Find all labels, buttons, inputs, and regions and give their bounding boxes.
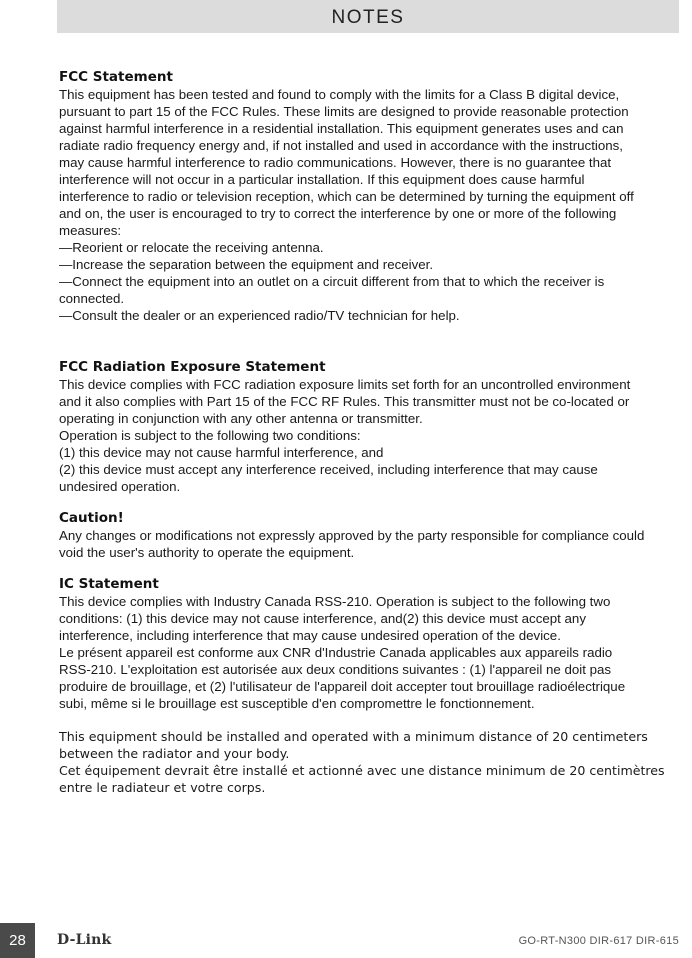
page-number: 28	[0, 923, 35, 958]
radiation-line: (2) this device must accept any interference received, including interference that may cause	[59, 462, 598, 477]
fcc-line: and on, the user is encouraged to try to correct the interference by one or more of the following	[59, 206, 617, 221]
distance-line: Cet équipement devrait être installé et actionné avec une distance minimum de 20 centimètres	[59, 763, 665, 778]
ic-line: conditions: (1) this device may not cause interference, and(2) this device must accept any	[59, 611, 586, 626]
fcc-measure: connected.	[59, 291, 125, 306]
fcc-line: radiate radio frequency energy and, if not installed and used in accordance with the instructions,	[59, 138, 623, 153]
radiation-exposure-section	[59, 358, 681, 495]
page-title: NOTES	[331, 6, 405, 28]
fcc-measure: —Connect the equipment into an outlet on a circuit different from that to which the receiver is	[59, 274, 605, 289]
radiation-line: and it also complies with Part 15 of the FCC RF Rules. This transmitter must not be co-located or	[59, 394, 630, 409]
model-numbers: GO-RT-N300 DIR-617 DIR-615	[518, 935, 679, 947]
distance-line: between the radiator and your body.	[59, 746, 290, 761]
fcc-line: against harmful interference in a residential installation. This equipment generates uses and can	[59, 121, 624, 136]
distance-line: entre le radiateur et votre corps.	[59, 780, 266, 795]
ic-line: This device complies with Industry Canada RSS-210. Operation is subject to the following two	[59, 594, 611, 609]
radiation-line: undesired operation.	[59, 479, 181, 494]
fcc-measure: —Consult the dealer or an experienced radio/TV technician for help.	[59, 308, 460, 323]
ic-line: produire de brouillage, et (2) l'utilisateur de l'appareil doit accepter tout brouillage radioélectrique	[59, 679, 626, 694]
header-bar	[57, 0, 679, 33]
fcc-line: may cause harmful interference to radio communications. However, there is no guarantee that	[59, 155, 612, 170]
fcc-line: measures:	[59, 223, 122, 238]
caution-line: Any changes or modifications not expressly approved by the party responsible for compliance could	[59, 528, 645, 543]
distance-line: This equipment should be installed and operated with a minimum distance of 20 centimeters	[59, 729, 648, 744]
fcc-measure: —Reorient or relocate the receiving antenna.	[59, 240, 324, 255]
fcc-statement-heading: FCC Statement	[59, 69, 173, 85]
radiation-line: This device complies with FCC radiation exposure limits set forth for an uncontrolled environment	[59, 377, 631, 392]
dlink-logo: D-Link	[57, 932, 112, 948]
caution-heading: Caution!	[59, 510, 124, 526]
caution-line: void the user's authority to operate the equipment.	[59, 545, 355, 560]
radiation-exposure-heading: FCC Radiation Exposure Statement	[59, 359, 326, 375]
ic-statement-heading: IC Statement	[59, 576, 159, 592]
radiation-line: (1) this device may not cause harmful interference, and	[59, 445, 384, 460]
fcc-line: interference will not occur in a particular installation. If this equipment does cause harmful	[59, 172, 585, 187]
ic-line: subi, même si le brouillage est susceptible d'en compromettre le fonctionnement.	[59, 696, 535, 711]
notes-content	[59, 68, 681, 796]
distance-statement-section	[59, 728, 681, 796]
ic-line: interference, including interference that may cause undesired operation of the device.	[59, 628, 561, 643]
ic-line: RSS-210. L'exploitation est autorisée aux deux conditions suivantes : (1) l'appareil ne doit pas	[59, 662, 612, 677]
fcc-measure: —Increase the separation between the equipment and receiver.	[59, 257, 434, 272]
fcc-line: pursuant to part 15 of the FCC Rules. These limits are designed to provide reasonable protection	[59, 104, 629, 119]
fcc-line: interference to radio or television reception, which can be determined by turning the equipment off	[59, 189, 634, 204]
fcc-line: This equipment has been tested and found to comply with the limits for a Class B digital device,	[59, 87, 620, 102]
ic-line: Le présent appareil est conforme aux CNR d'Industrie Canada applicables aux appareils radio	[59, 645, 613, 660]
caution-section	[59, 509, 681, 561]
radiation-line: operating in conjunction with any other antenna or transmitter.	[59, 411, 423, 426]
radiation-line: Operation is subject to the following two conditions:	[59, 428, 361, 443]
ic-statement-section	[59, 575, 681, 712]
fcc-statement-section	[59, 68, 681, 324]
